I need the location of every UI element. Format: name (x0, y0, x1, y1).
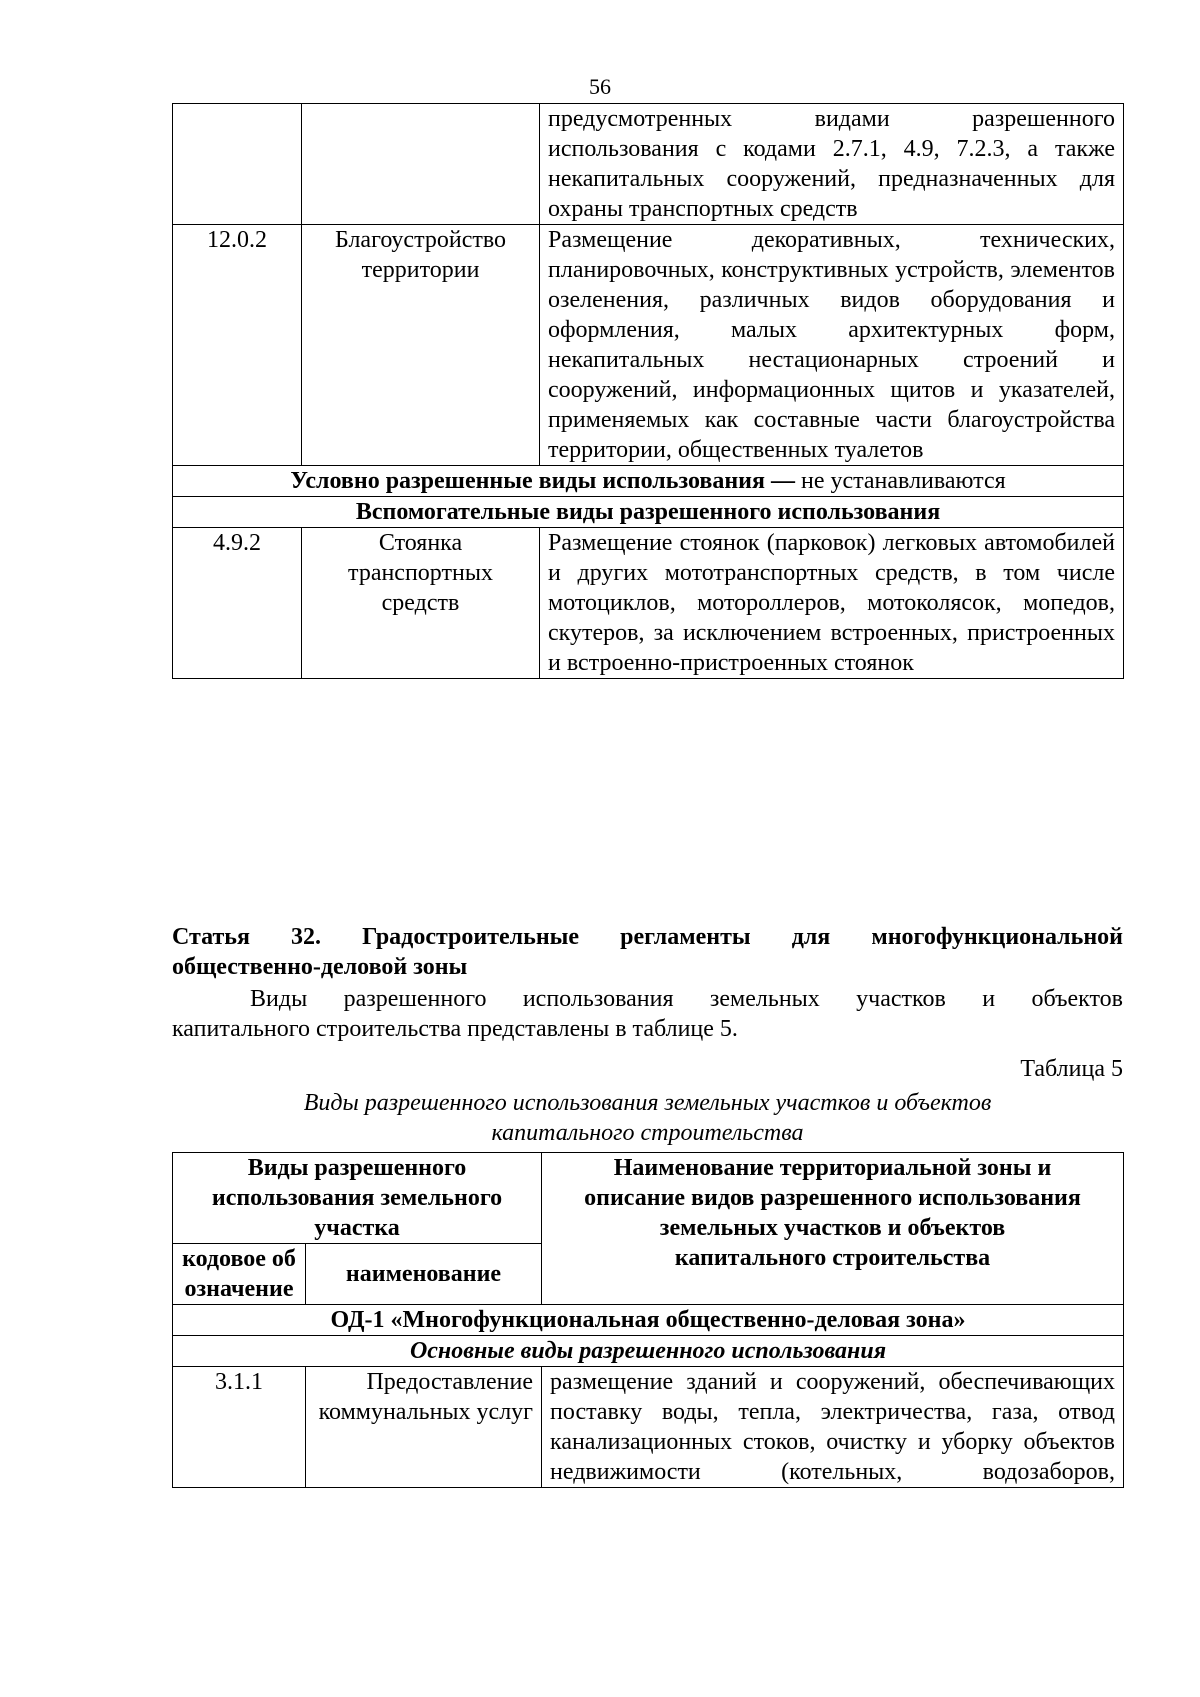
page-number: 56 (589, 74, 611, 99)
article-heading-line1: Статья 32. Градостроительные регламенты для многофункциональной (172, 924, 1123, 950)
table-label: Таблица 5 (1020, 1056, 1123, 1082)
description-cell: размещение зданий и сооружений, обеспечивающих поставку воды, тепла, электричества, газа, отвод канализационных стоков, очистку и уборку объектов недвижимости (котельных, водозаборов, (542, 1367, 1124, 1488)
table-caption (172, 1088, 1123, 1148)
auxiliary-uses-header: Вспомогательные виды разрешенного использования (173, 497, 1124, 528)
conditional-uses-title: Условно разрешенные виды использования — (290, 468, 795, 494)
article-heading-line2: общественно-деловой зоны (172, 954, 468, 980)
name-cell (302, 104, 540, 225)
main-uses-title: Основные виды разрешенного использования (173, 1336, 1124, 1367)
header-description-cell: Наименование территориальной зоны и описание видов разрешенного использования земельных участков и объектов капитального строительства (542, 1153, 1124, 1305)
zone-table-continuation (172, 103, 1124, 679)
table-row (173, 104, 1124, 225)
table-caption-line2: капитального строительства (491, 1120, 804, 1146)
table-caption-line1: Виды разрешенного использования земельных участков и объектов (303, 1090, 992, 1116)
code-cell: 4.9.2 (173, 528, 302, 679)
section-row (173, 1305, 1124, 1336)
land-use-table (172, 1152, 1124, 1488)
zone-title: ОД-1 «Многофункциональная общественно-деловая зона» (173, 1305, 1124, 1336)
header-name-cell: наименование (306, 1244, 542, 1305)
name-cell: Предоставление коммунальных услуг (306, 1367, 542, 1488)
table-header-row (173, 1153, 1124, 1244)
description-cell: предусмотренных видами разрешенного использования с кодами 2.7.1, 4.9, 7.2.3, а также некапитальных сооружений, предназначенных для охраны транспортных средств (540, 104, 1124, 225)
section-row (173, 466, 1124, 497)
description-cell: Размещение стоянок (парковок) легковых автомобилей и других мототранспортных средств, в том числе мотоциклов, мотороллеров, мотоколясок, мопедов, скутеров, за исключением встроенных, пристроенных и встроенно-пристроенных стоянок (540, 528, 1124, 679)
conditional-uses-status: не устанавливаются (794, 468, 1006, 494)
name-cell: Благоустройство территории (302, 225, 540, 466)
conditional-uses-header (173, 466, 1124, 497)
code-cell (173, 104, 302, 225)
paragraph-line1: Виды разрешенного использования земельных участков и объектов (250, 986, 1123, 1012)
name-cell: Стоянка транспортных средств (302, 528, 540, 679)
paragraph-line2: капитального строительства представлены в таблице 5. (172, 1016, 738, 1042)
table-row (173, 225, 1124, 466)
table-row (173, 528, 1124, 679)
article-heading (172, 922, 1123, 982)
header-code-cell: кодовое обозначение (173, 1244, 306, 1305)
article-paragraph (172, 984, 1123, 1044)
table-row (173, 1367, 1124, 1488)
description-cell: Размещение декоративных, технических, планировочных, конструктивных устройств, элементов озеленения, различных видов оборудования и оформления, малых архитектурных форм, некапитальных нестационарных строений и сооружений, информационных щитов и указателей, применяемых как составные части благоустройства территории, общественных туалетов (540, 225, 1124, 466)
section-row (173, 1336, 1124, 1367)
section-row (173, 497, 1124, 528)
header-group-cell: Виды разрешенного использования земельного участка (173, 1153, 542, 1244)
code-cell: 3.1.1 (173, 1367, 306, 1488)
code-cell: 12.0.2 (173, 225, 302, 466)
